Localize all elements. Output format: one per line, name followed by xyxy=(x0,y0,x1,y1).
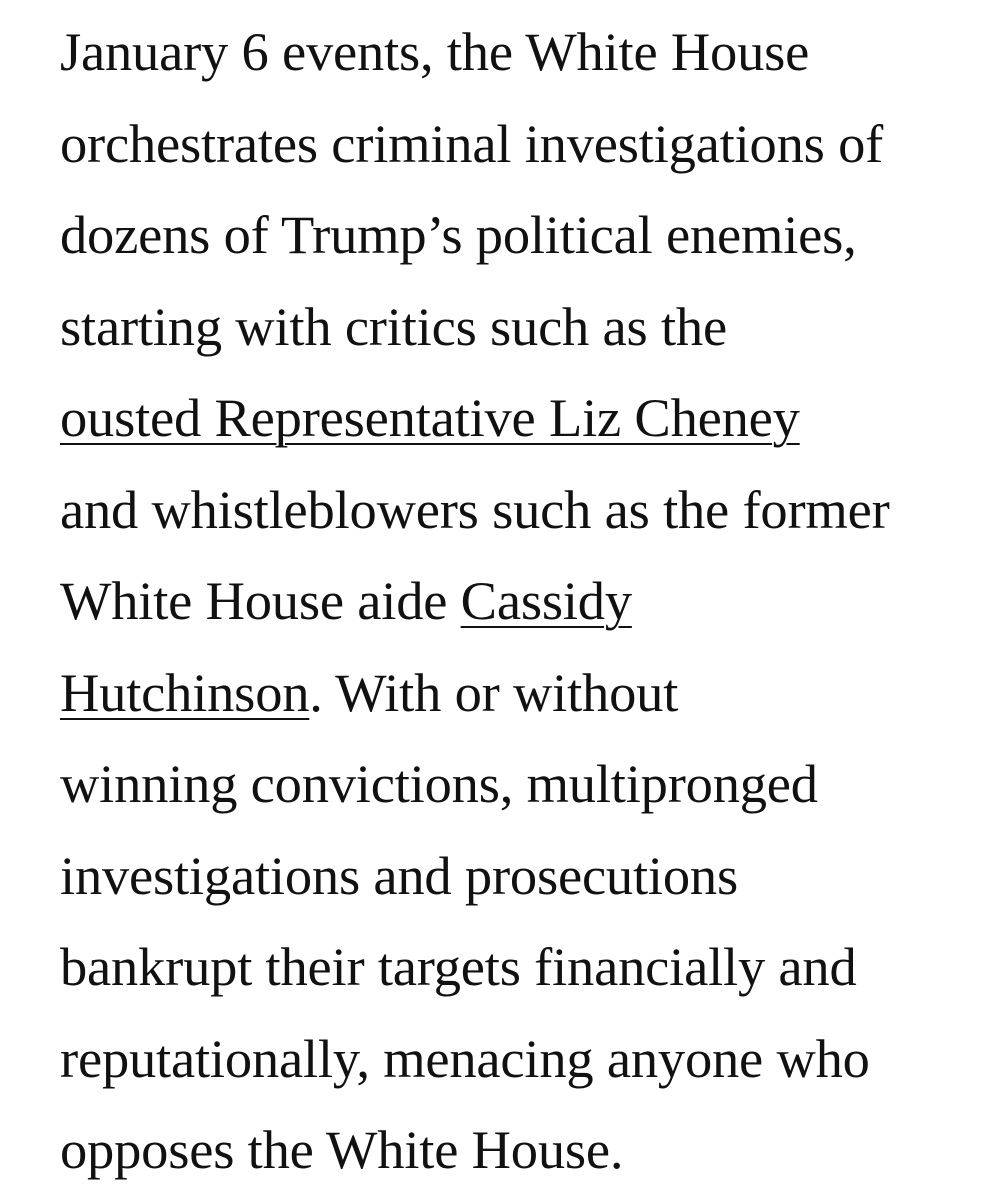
cassidy-hutchinson-link-continued[interactable]: Hutchinson xyxy=(60,661,310,723)
paragraph-line: and whistleblowers such as the former xyxy=(60,478,890,540)
paragraph-line: winning convictions, multipronged xyxy=(60,753,818,814)
paragraph-line-hutchinson-start xyxy=(60,555,1000,647)
article-paragraph xyxy=(60,6,1000,1196)
cassidy-hutchinson-link[interactable]: Cassidy xyxy=(460,570,632,631)
liz-cheney-link[interactable]: ousted Representative Liz Cheney xyxy=(60,387,800,448)
paragraph-line: opposes the White House. xyxy=(60,1119,624,1180)
paragraph-line: reputationally, menacing anyone who xyxy=(60,1027,870,1089)
paragraph-line: investigations and prosecutions xyxy=(60,844,738,906)
paragraph-line: starting with critics such as the xyxy=(60,295,727,357)
inline-text: . With or without xyxy=(309,661,679,723)
paragraph-line: orchestrates criminal investigations of xyxy=(60,112,884,174)
paragraph-line-cheney xyxy=(60,372,1000,464)
paragraph-line: dozens of Trump’s political enemies, xyxy=(60,204,857,265)
inline-text: White House aide xyxy=(60,570,461,631)
paragraph-line: bankrupt their targets financially and xyxy=(60,936,857,997)
paragraph-line-hutchinson-end xyxy=(60,647,1000,739)
paragraph-line: January 6 events, the White House xyxy=(60,21,810,82)
